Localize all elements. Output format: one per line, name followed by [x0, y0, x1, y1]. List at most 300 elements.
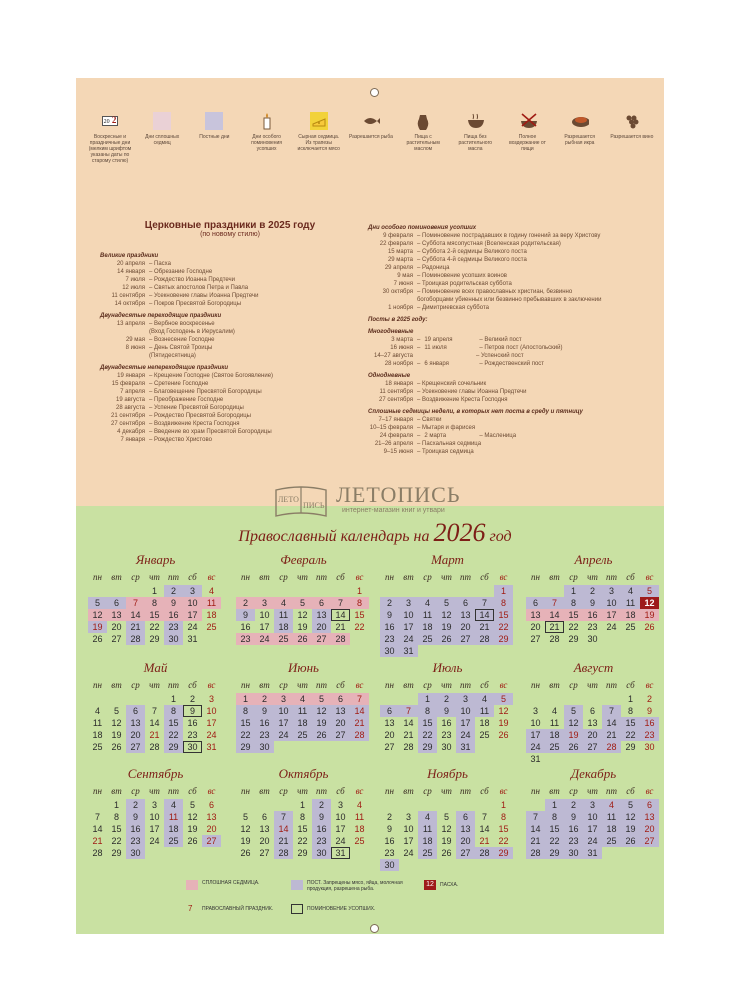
- day-cell: 27: [111, 634, 122, 644]
- list-item: 14–27 августа – Успенский пост: [373, 353, 524, 359]
- day-cell: 23: [126, 835, 145, 847]
- day-cell: 13: [456, 823, 475, 835]
- month-name: Декабрь: [570, 766, 617, 781]
- day-cell: 11: [274, 609, 293, 621]
- list-item: 15 февраля – Сретение Господне: [111, 381, 209, 387]
- day-cell: 17: [526, 729, 545, 741]
- day-cell: 6: [456, 597, 475, 609]
- day-cell: 29: [545, 847, 564, 859]
- list-item: 22 февраля – Суббота мясопустная (Вселенская родительская): [379, 241, 561, 247]
- day-cell: 7: [151, 706, 157, 716]
- day-cell: 6: [640, 799, 659, 811]
- list-item: 11 сентября – Усекновение главы Иоанна Предтечи: [379, 389, 527, 395]
- legend-label: Сырная седмица. Из трапезы исключается мясо: [297, 134, 340, 152]
- memorial-list: [368, 220, 648, 456]
- day-cell: 25: [602, 835, 621, 847]
- day-cell: 2: [564, 799, 583, 811]
- day-cell: 10: [602, 597, 621, 609]
- weekday-label: вт: [403, 786, 414, 796]
- day-cell: 1: [299, 800, 305, 810]
- day-cell: 21: [149, 730, 160, 740]
- day-cell: 16: [640, 717, 659, 729]
- weekday-label: сб: [480, 680, 489, 690]
- day-cell: 7: [350, 693, 369, 705]
- day-cell: 19: [621, 823, 640, 835]
- day-cell: 30: [255, 741, 274, 753]
- weekday-header: [88, 680, 223, 693]
- day-cell: 28: [549, 634, 560, 644]
- empty-cell: [437, 585, 456, 597]
- day-cell: 16: [164, 609, 183, 621]
- day-cell: 30: [587, 634, 598, 644]
- svg-text:ПИСЬ: ПИСЬ: [303, 501, 325, 510]
- day-cell: 24: [149, 836, 160, 846]
- day-cell: 27: [331, 729, 350, 741]
- section-heading: Дни особого поминовения усопших: [368, 225, 477, 231]
- weekday-label: вт: [111, 680, 122, 690]
- list-item: 13 апреля – Вербное воскресенье: [116, 321, 215, 327]
- day-cell: 31: [456, 741, 475, 753]
- day-cell: 1: [494, 585, 513, 597]
- day-cell: 2: [386, 812, 392, 822]
- day-cell: 15: [164, 717, 183, 729]
- weekday-label: пт: [168, 572, 179, 582]
- weekday-label: пн: [93, 680, 102, 690]
- empty-cell: [526, 585, 545, 597]
- day-cell: 2: [312, 799, 331, 811]
- day-cell: 30: [380, 859, 399, 871]
- day-cell: 8: [500, 812, 506, 822]
- day-cell: 20: [312, 621, 331, 633]
- weekday-label: чт: [297, 786, 308, 796]
- day-cell: 31: [331, 847, 350, 859]
- letopis-logo: [270, 482, 500, 522]
- day-cell: 20: [331, 717, 350, 729]
- list-item: (Пятидесятница): [149, 353, 196, 359]
- day-cell: 19: [640, 609, 659, 621]
- day-cell: 23: [384, 848, 395, 858]
- day-cell: 22: [354, 622, 365, 632]
- weekday-label: пн: [93, 572, 102, 582]
- day-cell: 21: [545, 621, 564, 633]
- day-cell: 3: [337, 800, 343, 810]
- weekday-label: пн: [531, 680, 540, 690]
- day-cell: 12: [621, 811, 640, 823]
- day-cell: 13: [587, 718, 598, 728]
- weekday-label: пн: [531, 572, 540, 582]
- day-cell: 13: [107, 609, 126, 621]
- day-cell: 4: [94, 706, 100, 716]
- day-cell: 30: [126, 847, 145, 859]
- day-cell: 17: [259, 622, 270, 632]
- list-item: 7 января – Рождество Христово: [120, 437, 212, 443]
- day-cell: 11: [164, 811, 183, 823]
- day-cell: 1: [418, 693, 437, 705]
- fast-label: ПОСТ. Запрещены мясо, яйца, молочная продукция, разрешена рыба.: [307, 880, 403, 892]
- list-item: 19 августа – Преображение Господне: [115, 397, 224, 403]
- day-cell: 8: [545, 811, 564, 823]
- empty-cell: [399, 693, 418, 705]
- day-cell: 22: [111, 836, 122, 846]
- weekday-header: [380, 680, 515, 693]
- day-cell: 24: [187, 622, 198, 632]
- day-cell: 20: [640, 823, 659, 835]
- list-item: 14 января – Обрезание Господне: [117, 269, 213, 275]
- day-cell: 24: [606, 622, 617, 632]
- day-cell: 14: [331, 609, 350, 621]
- list-item: 7 июня – Троицкая родительская суббота: [393, 281, 512, 287]
- day-cell: 18: [354, 824, 365, 834]
- day-cell: 16: [564, 823, 583, 835]
- day-cell: 19: [111, 730, 122, 740]
- weekday-header: [88, 786, 223, 799]
- day-cell: 20: [456, 621, 475, 633]
- day-cell: 27: [202, 835, 221, 847]
- weekday-label: вт: [403, 680, 414, 690]
- day-cell: 24: [583, 835, 602, 847]
- day-cell: 3: [183, 585, 202, 597]
- weekday-label: вс: [355, 786, 364, 796]
- weekday-label: вт: [259, 786, 270, 796]
- section-heading: Посты в 2025 году:: [368, 317, 428, 323]
- day-cell: 2: [189, 694, 195, 704]
- weekday-header: [236, 680, 371, 693]
- day-cell: 28: [475, 847, 494, 859]
- day-cell: 6: [380, 705, 399, 717]
- day-cell: 11: [418, 609, 437, 621]
- day-cell: 12: [111, 718, 122, 728]
- day-cell: 26: [441, 848, 452, 858]
- month-12: [526, 766, 661, 859]
- day-cell: 24: [255, 633, 274, 645]
- day-cell: 26: [312, 729, 331, 741]
- day-cell: 16: [380, 621, 399, 633]
- hanger-hole: [370, 924, 379, 933]
- day-cell: 8: [350, 597, 369, 609]
- weekday-label: ср: [131, 786, 140, 796]
- day-cell: 1: [151, 586, 157, 596]
- day-cell: 3: [405, 812, 411, 822]
- weekday-label: ср: [569, 572, 578, 582]
- month-name: Июнь: [288, 660, 319, 675]
- legend-label: Дни особого поминовения усопших: [251, 134, 283, 152]
- day-cell: 6: [526, 597, 545, 609]
- day-cell: 3: [456, 693, 475, 705]
- empty-cell: [126, 585, 145, 597]
- day-cell: 25: [625, 622, 636, 632]
- day-cell: 15: [297, 824, 308, 834]
- weekday-label: пт: [606, 572, 617, 582]
- day-cell: 25: [274, 633, 293, 645]
- weekday-header: [88, 572, 223, 585]
- weekday-label: вт: [549, 786, 560, 796]
- empty-cell: [312, 585, 331, 597]
- legend-item: [453, 112, 497, 174]
- month-6: [236, 660, 371, 753]
- empty-cell: [274, 799, 293, 811]
- weekday-label: чт: [587, 786, 598, 796]
- memorial-label: ПОМИНОВЕНИЕ УСОПШИХ.: [307, 906, 376, 912]
- empty-cell: [236, 799, 255, 811]
- empty-cell: [418, 799, 437, 811]
- empty-cell: [583, 693, 602, 705]
- day-cell: 10: [583, 811, 602, 823]
- day-cell: 11: [602, 811, 621, 823]
- day-cell: 19: [240, 836, 251, 846]
- legend-label: Пища без растительного масла: [458, 134, 493, 152]
- day-cell: 13: [312, 609, 331, 621]
- day-cell: 21: [403, 730, 414, 740]
- day-cell: 11: [418, 823, 437, 835]
- list-item: 29 мая – Вознесение Господне: [125, 337, 215, 343]
- list-item: богоборцами убиенных или безвинно пребывавших в заключении: [417, 297, 602, 303]
- solid-week-swatch: [153, 112, 171, 130]
- grapes-icon: [623, 112, 641, 130]
- list-item: 7–17 января – Святки: [378, 417, 442, 423]
- day-cell: 7: [481, 812, 487, 822]
- list-item: 12 июля – Святых апостолов Петра и Павла: [122, 285, 249, 291]
- day-cell: 6: [331, 693, 350, 705]
- day-cell: 25: [354, 836, 365, 846]
- list-item: 1 ноября – Димитриевская суббота: [388, 305, 489, 311]
- empty-cell: [88, 693, 107, 705]
- day-cell: 9: [236, 609, 255, 621]
- day-cell: 25: [418, 633, 437, 645]
- list-item: 29 апреля – Радоница: [384, 265, 450, 271]
- weekday-label: вс: [645, 680, 654, 690]
- day-cell: 10: [530, 718, 541, 728]
- day-cell: 4: [475, 693, 494, 705]
- day-cell: 4: [293, 693, 312, 705]
- day-cell: 2: [236, 597, 255, 609]
- day-cell: 16: [240, 622, 251, 632]
- weekday-label: ср: [131, 680, 140, 690]
- day-cell: 2: [164, 585, 183, 597]
- day-cell: 15: [145, 609, 164, 621]
- day-cell: 1: [500, 800, 506, 810]
- weekday-label: пт: [316, 786, 327, 796]
- empty-cell: [602, 693, 621, 705]
- day-cell: 14: [350, 705, 369, 717]
- month-name: Сентябрь: [127, 766, 184, 781]
- weekday-label: чт: [441, 572, 452, 582]
- weekday-label: вт: [403, 572, 414, 582]
- day-cell: 2: [646, 694, 652, 704]
- weekday-label: вт: [111, 572, 122, 582]
- weekday-label: вс: [207, 786, 216, 796]
- weekday-label: пт: [316, 572, 327, 582]
- day-cell: 30: [644, 742, 655, 752]
- weekday-header: [380, 572, 515, 585]
- day-cell: 7: [545, 597, 564, 609]
- legend-label: Разрешается вино: [610, 134, 654, 140]
- day-cell: 8: [564, 597, 583, 609]
- legend-item: [297, 112, 341, 174]
- day-cell: 18: [293, 717, 312, 729]
- day-cell: 5: [88, 597, 107, 609]
- day-cell: 26: [498, 730, 509, 740]
- day-cell: 26: [240, 848, 251, 858]
- day-cell: 8: [145, 597, 164, 609]
- day-cell: 7: [94, 812, 100, 822]
- day-cell: 6: [312, 597, 331, 609]
- legend-label: Разрешается рыба: [348, 134, 393, 140]
- pascha-swatch: 12: [424, 880, 436, 890]
- day-cell: 16: [441, 718, 452, 728]
- day-cell: 14: [475, 609, 494, 621]
- day-cell: 18: [92, 730, 103, 740]
- empty-cell: [255, 799, 274, 811]
- day-cell: 12: [437, 609, 456, 621]
- day-cell: 4: [602, 799, 621, 811]
- weekday-label: пн: [241, 572, 250, 582]
- day-cell: 22: [494, 621, 513, 633]
- day-cell: 27: [530, 634, 541, 644]
- day-cell: 24: [335, 836, 346, 846]
- month-name: Май: [143, 660, 168, 675]
- day-cell: 31: [399, 645, 418, 657]
- day-cell: 18: [206, 610, 217, 620]
- day-cell: 17: [583, 823, 602, 835]
- day-cell: 22: [545, 835, 564, 847]
- day-cell: 20: [206, 824, 217, 834]
- day-cell: 12: [498, 706, 509, 716]
- empty-cell: [126, 693, 145, 705]
- day-cell: 7: [475, 597, 494, 609]
- empty-cell: [545, 585, 564, 597]
- day-cell: 23: [255, 729, 274, 741]
- weekday-label: вт: [111, 786, 122, 796]
- list-item: 24 февраля – 2 марта – Масленица: [379, 433, 517, 439]
- day-cell: 22: [236, 729, 255, 741]
- day-cell: 3: [208, 694, 214, 704]
- day-cell: 23: [312, 835, 331, 847]
- weekday-label: пн: [385, 680, 394, 690]
- legend-item: [192, 112, 236, 174]
- day-cell: 28: [149, 742, 160, 752]
- empty-cell: [145, 693, 164, 705]
- weekday-label: вт: [549, 680, 560, 690]
- day-cell: 17: [403, 836, 414, 846]
- day-cell: 1: [564, 585, 583, 597]
- day-cell: 19: [187, 824, 198, 834]
- solid-week-label: СПЛОШНАЯ СЕДМИЦА.: [202, 880, 260, 886]
- day-cell: 15: [236, 717, 255, 729]
- list-item: 9–15 июня – Троицкая седмица: [383, 449, 474, 455]
- day-cell: 11: [549, 718, 560, 728]
- day-cell: 25: [92, 742, 103, 752]
- weekday-label: чт: [297, 572, 308, 582]
- day-cell: 10: [403, 824, 414, 834]
- list-item: 4 декабря – Введение во храм Пресвятой Богородицы: [117, 429, 272, 435]
- weekday-label: ср: [423, 572, 432, 582]
- day-cell: 26: [111, 742, 122, 752]
- day-cell: 20: [384, 730, 395, 740]
- empty-cell: [380, 799, 399, 811]
- feasts-title: Церковные праздники в 2025 году (по новому стилю): [144, 220, 316, 238]
- day-cell: 8: [627, 706, 633, 716]
- list-item: 21 сентября – Рождество Пресвятой Богородицы: [111, 413, 251, 419]
- list-item: 30 октября – Поминовение всех православных христиан, безвинно: [382, 289, 573, 295]
- bowl-icon: [466, 112, 484, 130]
- list-item: 28 августа – Успение Пресвятой Богородицы: [115, 405, 244, 411]
- legend-item: [245, 112, 289, 174]
- day-cell: 27: [126, 741, 145, 753]
- day-cell: 18: [164, 823, 183, 835]
- empty-cell: [475, 799, 494, 811]
- day-cell: 11: [202, 597, 221, 609]
- day-cell: 2: [437, 693, 456, 705]
- day-cell: 23: [187, 730, 198, 740]
- legend-item: [558, 112, 602, 174]
- day-cell: 1: [356, 586, 362, 596]
- day-cell: 16: [187, 718, 198, 728]
- svg-text:ЛЕТО: ЛЕТО: [278, 495, 299, 504]
- empty-cell: [456, 799, 475, 811]
- day-cell: 31: [187, 634, 198, 644]
- day-cell: 26: [644, 622, 655, 632]
- empty-cell: [88, 799, 107, 811]
- empty-cell: [236, 585, 255, 597]
- weekday-label: вс: [499, 786, 508, 796]
- day-cell: 7: [399, 705, 418, 717]
- day-cell: 18: [621, 609, 640, 621]
- day-cell: 12: [187, 812, 198, 822]
- weekday-label: сб: [188, 572, 197, 582]
- list-item: 21–26 апреля – Пасхальная седмица: [374, 441, 482, 447]
- day-cell: 18: [602, 823, 621, 835]
- weekday-label: пн: [93, 786, 102, 796]
- day-cell: 25: [206, 622, 217, 632]
- weekday-label: пт: [168, 786, 179, 796]
- day-cell: 28: [602, 741, 621, 753]
- day-cell: 23: [164, 621, 183, 633]
- day-cell: 21: [335, 622, 346, 632]
- weekday-label: сб: [336, 786, 345, 796]
- day-cell: 29: [418, 741, 437, 753]
- logo-tagline: интернет-магазин книг и утвари: [342, 507, 445, 514]
- day-cell: 22: [297, 836, 308, 846]
- day-cell: 23: [564, 835, 583, 847]
- month-2: [236, 552, 371, 645]
- list-item: 9 февраля – Поминовение пострадавших в годину гонений за веру Христову: [383, 233, 601, 239]
- day-cell: 28: [475, 633, 494, 645]
- day-cell: 22: [498, 836, 509, 846]
- day-cell: 4: [418, 597, 437, 609]
- day-cell: 29: [297, 848, 308, 858]
- empty-cell: [88, 585, 107, 597]
- day-cell: 10: [274, 705, 293, 717]
- list-item: 19 января – Крещение Господне (Святое Богоявление): [117, 373, 274, 379]
- month-10: [236, 766, 371, 859]
- fish-icon: [362, 112, 380, 130]
- day-cell: 23: [640, 729, 659, 741]
- day-cell: 23: [587, 622, 598, 632]
- day-cell: 29: [625, 742, 636, 752]
- empty-cell: [255, 585, 274, 597]
- day-cell: 1: [545, 799, 564, 811]
- day-cell: 15: [498, 824, 509, 834]
- day-cell: 20: [259, 836, 270, 846]
- weekday-label: сб: [336, 572, 345, 582]
- day-cell: 22: [621, 729, 640, 741]
- day-cell: 15: [545, 823, 564, 835]
- weekday-label: чт: [149, 680, 160, 690]
- day-cell: 7: [331, 597, 350, 609]
- day-cell: 9: [437, 705, 456, 717]
- weekday-label: пн: [531, 786, 540, 796]
- day-cell: 27: [456, 847, 475, 859]
